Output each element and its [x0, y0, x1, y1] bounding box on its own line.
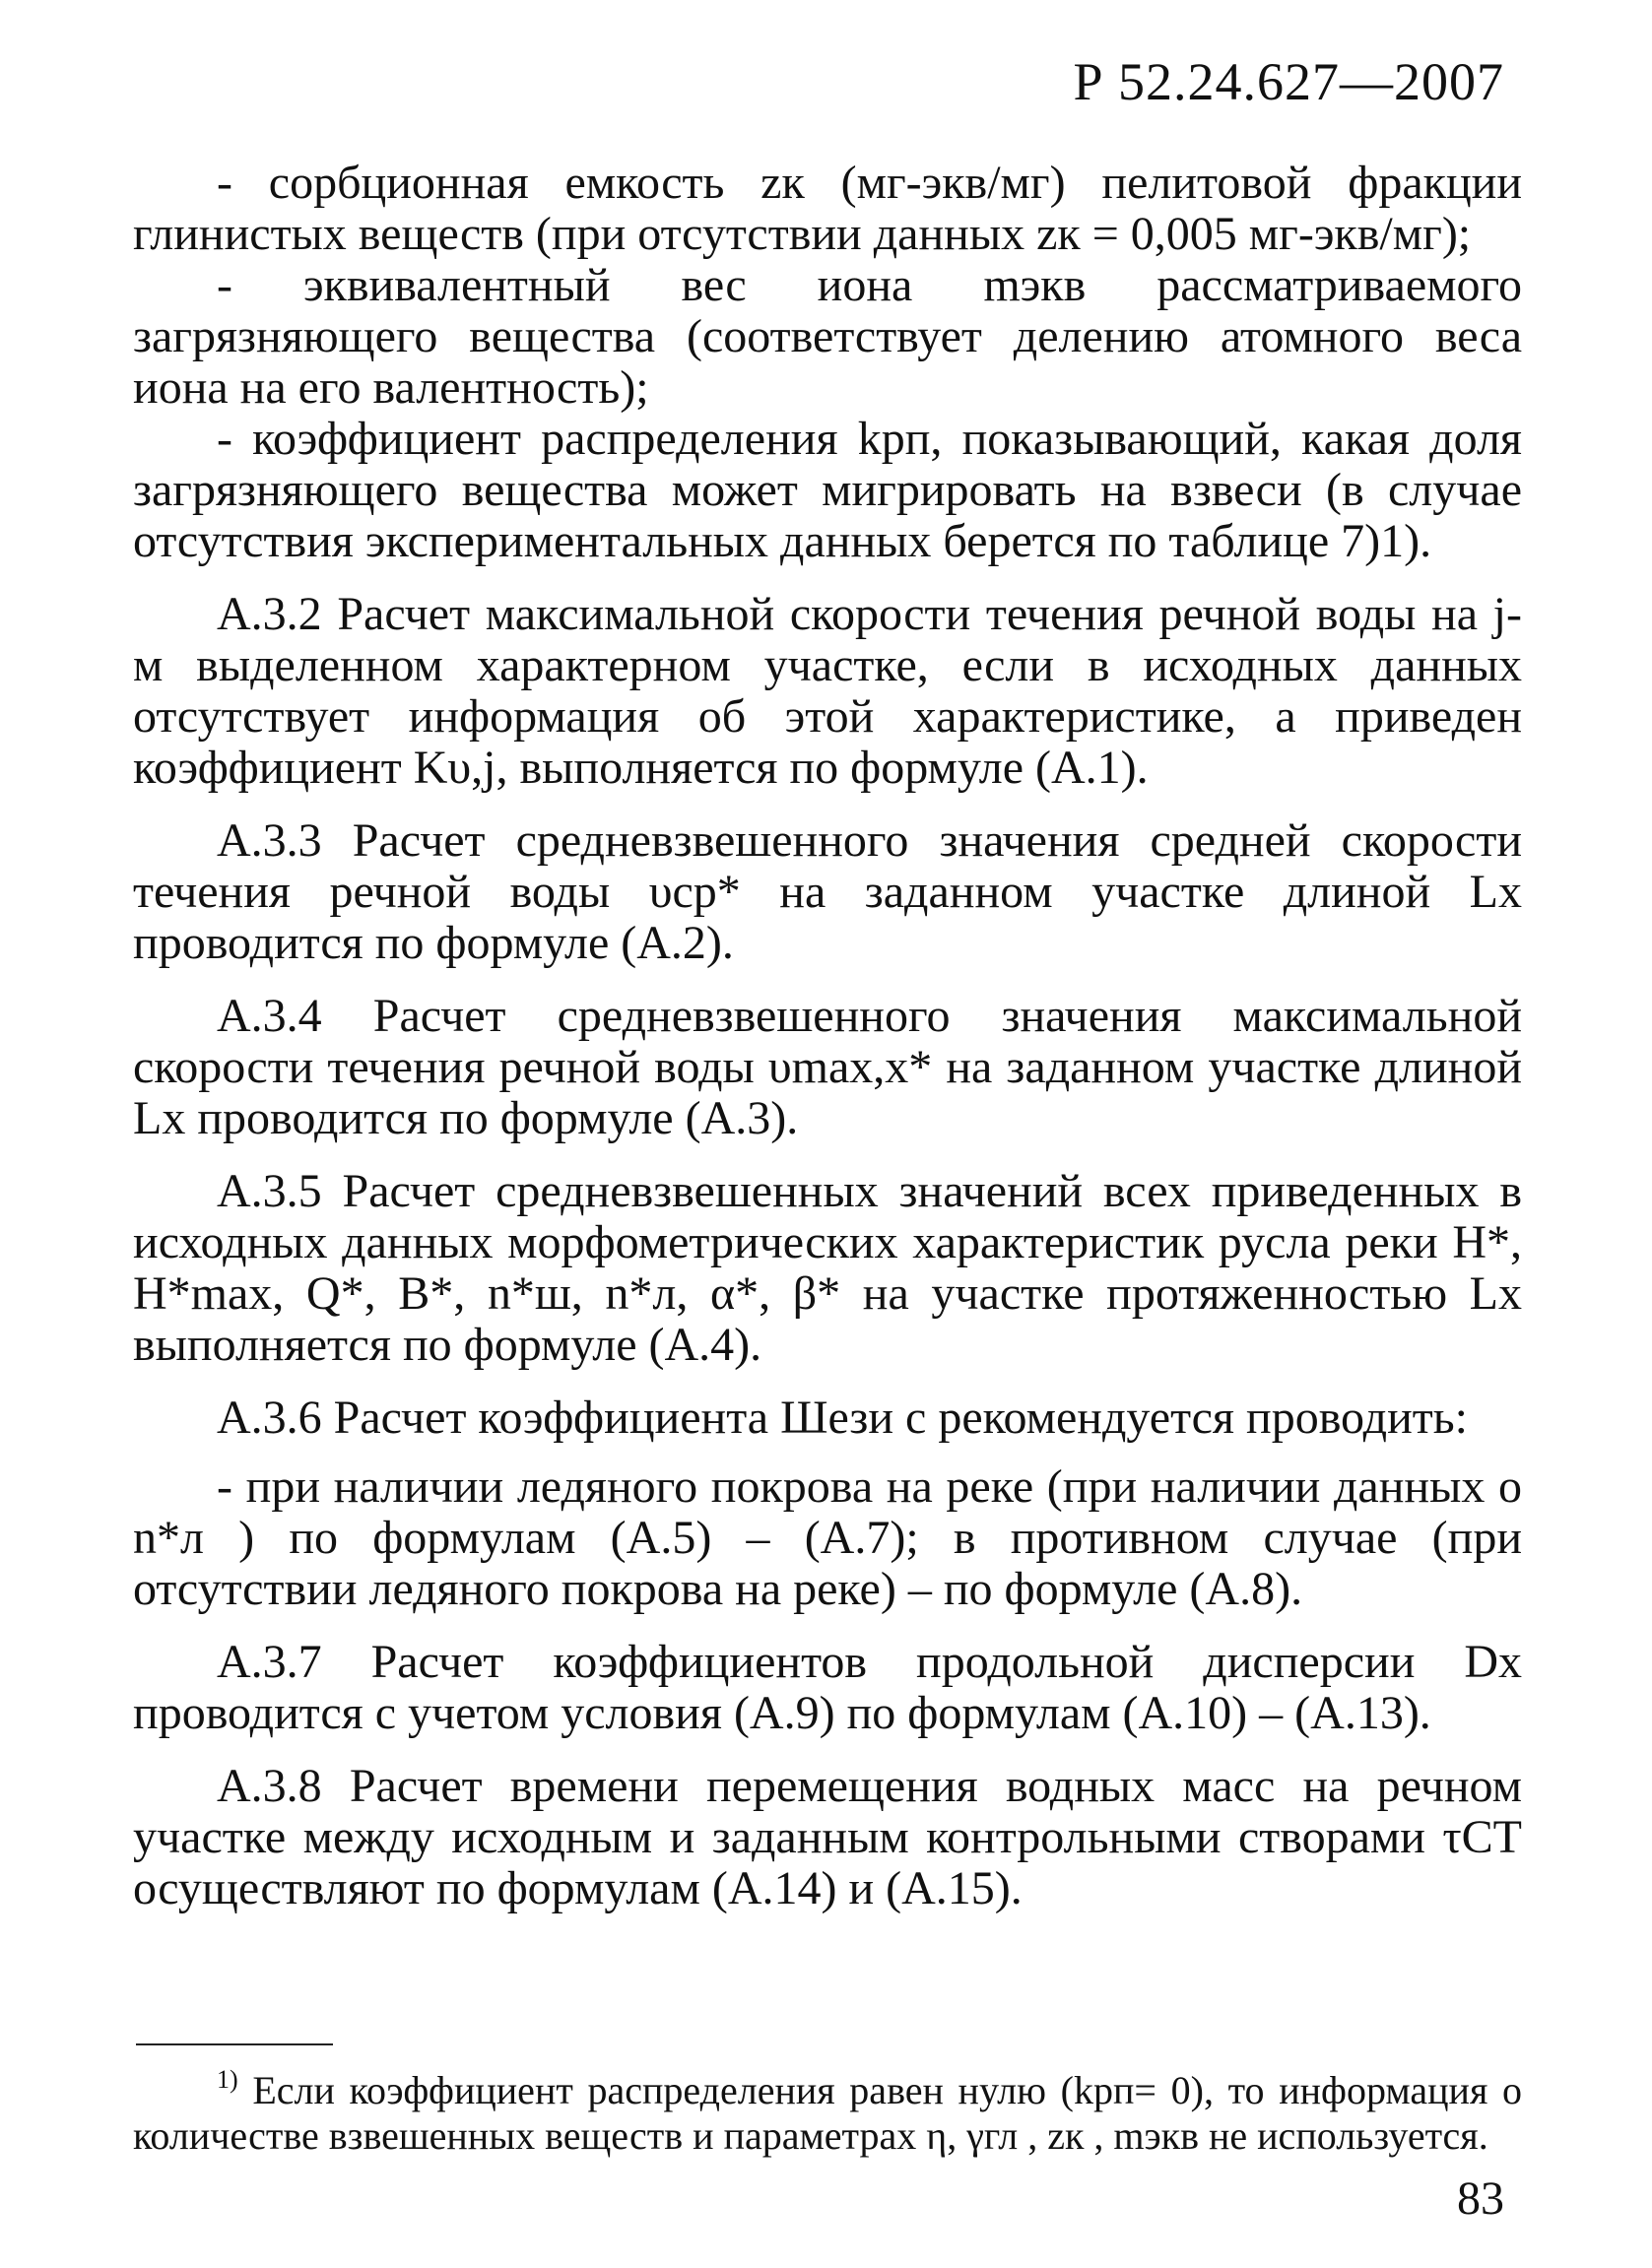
paragraph-a3-6: А.3.6 Расчет коэффициента Шези c рекомендуется проводить: — [217, 1392, 1468, 1444]
document-code: Р 52.24.627—2007 — [1073, 52, 1504, 111]
list-item: - эквивалентный вес иона mэкв рассматриваемого загрязняющего вещества (соответствует делению атомного веса иона на его валентность); — [133, 259, 1522, 414]
footnote-marker: 1) — [217, 2065, 238, 2094]
page-number: 83 — [1457, 2172, 1504, 2225]
paragraph-a3-4: А.3.4 Расчет средневзвешенного значения максимальной скорости течения речной воды υmax,x* на заданном участке длиной Lx проводится по формуле (А.3). — [133, 990, 1522, 1144]
list-item: - при наличии ледяного покрова на реке (при наличии данных о n*л ) по формулам (А.5) – (А.7); в противном случае (при отсутствии ледяного покрова на реке) – по формуле (А.8). — [133, 1460, 1522, 1615]
footnote-divider — [136, 2043, 333, 2045]
paragraph-a3-8: А.3.8 Расчет времени перемещения водных масс на речном участке между исходным и заданным контрольными створами τCT осуществляют по формулам (А.14) и (А.15). — [133, 1760, 1522, 1914]
footnote-text: Если коэффициент распределения равен нулю (kрп= 0), то информация о количестве взвешенных веществ и параметрах η, γгл , zк , mэкв не используется. — [133, 2068, 1522, 2158]
paragraph-a3-7: А.3.7 Расчет коэффициентов продольной дисперсии Dx проводится с учетом условия (А.9) по формулам (А.10) – (А.13). — [133, 1636, 1522, 1739]
paragraph-a3-5: А.3.5 Расчет средневзвешенных значений всех приведенных в исходных данных морфометрических характеристик русла реки H*, H*max, Q*, B*, n*ш, n*л, α*, β* на участке протяженностью Lx выполняется по формуле (А.4). — [133, 1165, 1522, 1371]
list-item: - коэффициент распределения kрп, показывающий, какая доля загрязняющего вещества может мигрировать на взвеси (в случае отсутствия экспериментальных данных берется по таблице 7)1). — [133, 413, 1522, 567]
footnote — [133, 2065, 1522, 2159]
list-item: - сорбционная емкость zк (мг-экв/мг) пелитовой фракции глинистых веществ (при отсутствии данных zк = 0,005 мг-экв/мг); — [133, 157, 1522, 260]
paragraph-a3-3: А.3.3 Расчет средневзвешенного значения средней скорости течения речной воды υср* на заданном участке длиной Lx проводится по формуле (А.2). — [133, 814, 1522, 969]
document-body — [133, 158, 1522, 1936]
paragraph-a3-2: А.3.2 Расчет максимальной скорости течения речной воды на j-м выделенном характерном участке, если в исходных данных отсутствует информация об этой характеристике, а приведен коэффициент Kυ,j, выполняется по формуле (А.1). — [133, 588, 1522, 794]
